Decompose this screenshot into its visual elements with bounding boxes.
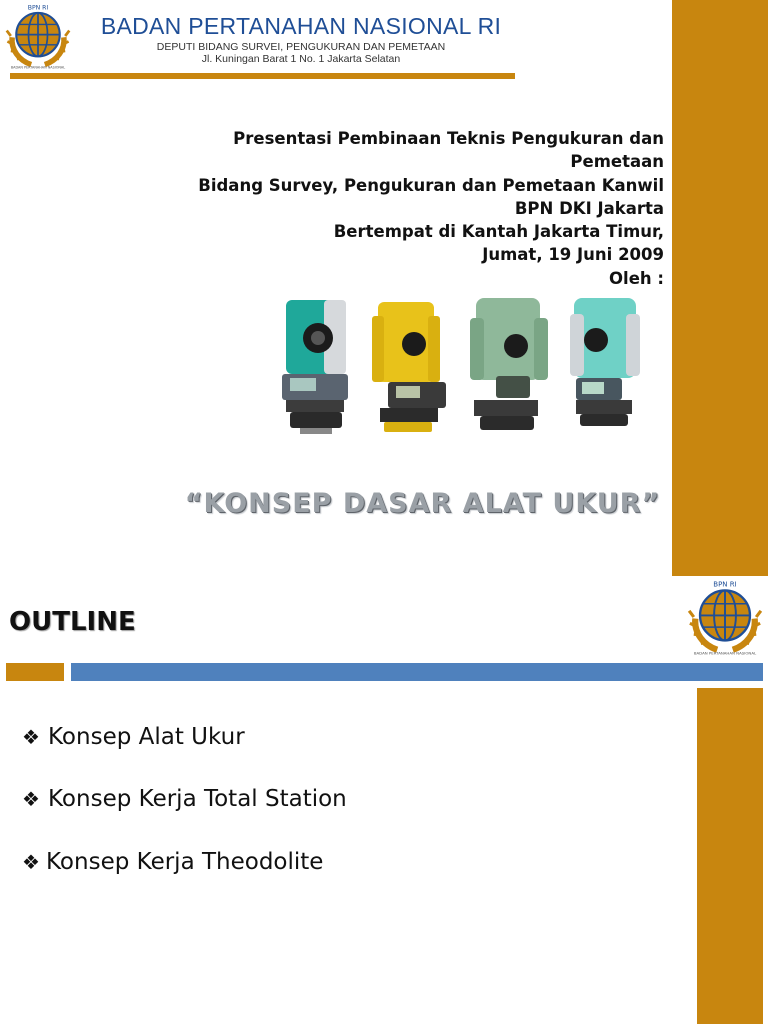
presentation-line: Bertempat di Kantah Jakarta Timur,: [333, 222, 664, 242]
slide-outline: [0, 576, 768, 1024]
org-address: Jl. Kuningan Barat 1 No. 1 Jakarta Selatan: [201, 53, 401, 65]
diamond-bullet-icon: ❖: [22, 725, 40, 749]
presentation-line: Jumat, 19 Juni 2009: [482, 245, 664, 265]
bpn-logo-icon: [4, 2, 72, 70]
presentation-line: Presentasi Pembinaan Teknis Pengukuran dan: [233, 129, 664, 148]
orange-accent-block: [6, 663, 64, 681]
list-item: [22, 786, 347, 812]
presentation-line: Bidang Survey, Pengukuran dan Pemetaan Kanwil: [198, 175, 664, 195]
slide-main-title: “KONSEP DASAR ALAT UKUR”: [184, 488, 661, 519]
svg-text:BADAN PERTANAHAN NASIONAL: BADAN PERTANAHAN NASIONAL: [693, 650, 757, 656]
total-station-green-icon: [470, 298, 548, 430]
list-item: [22, 724, 245, 750]
presentation-info: [104, 127, 664, 290]
presentation-line: Pemetaan: [570, 152, 664, 172]
header-divider: [10, 73, 515, 79]
outline-title: OUTLINE: [9, 607, 136, 637]
list-item-label: Konsep Kerja Total Station: [48, 786, 347, 812]
list-item-label: Konsep Kerja Theodolite: [46, 849, 324, 875]
svg-text:BADAN PERTANAHAN NASIONAL: BADAN PERTANAHAN NASIONAL: [10, 65, 66, 70]
presentation-line: BPN DKI Jakarta: [514, 198, 664, 218]
org-name: BADAN PERTANAHAN NASIONAL RI: [100, 13, 502, 39]
presentation-line: Oleh :: [609, 268, 664, 288]
svg-text:BPN RI: BPN RI: [27, 4, 49, 12]
total-station-light-icon: [570, 298, 640, 426]
svg-text:BPN RI: BPN RI: [713, 579, 737, 589]
list-item-label: Konsep Alat Ukur: [48, 724, 245, 750]
list-item: [22, 849, 323, 875]
bpn-logo-icon: [686, 578, 764, 656]
diamond-bullet-icon: ❖: [22, 787, 40, 811]
total-station-teal-icon: [282, 300, 348, 434]
blue-divider-bar: [71, 663, 763, 681]
diamond-bullet-icon: ❖: [22, 850, 40, 874]
total-station-yellow-icon: [372, 302, 446, 432]
orange-side-bar: [697, 688, 763, 1024]
org-subtitle: DEPUTI BIDANG SURVEI, PENGUKURAN DAN PEMETAAN: [156, 41, 446, 53]
survey-instruments-image: [276, 296, 648, 438]
